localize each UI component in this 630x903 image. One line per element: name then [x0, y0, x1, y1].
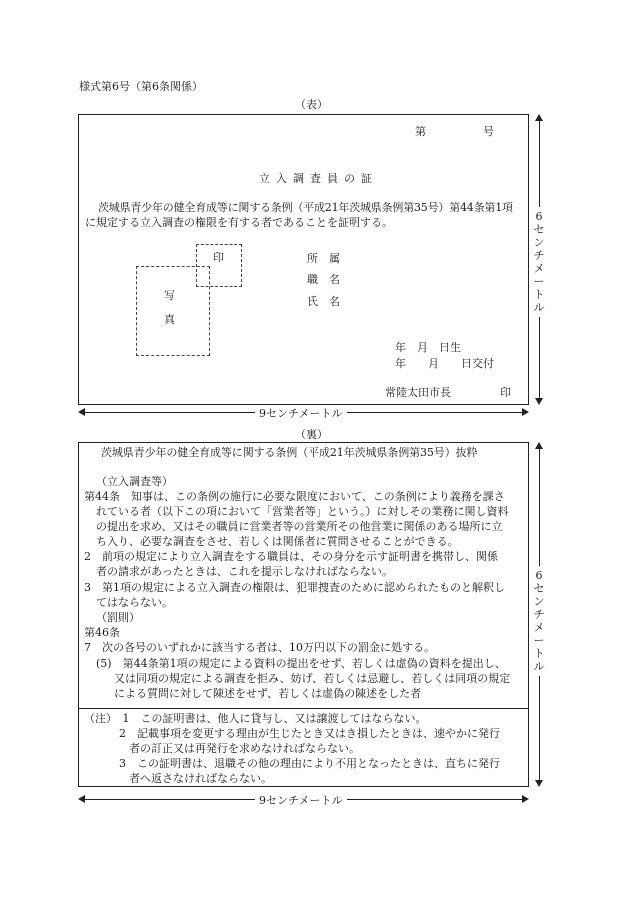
para2-line: 者の請求があったときは、これを提示しなければならない。 — [96, 565, 393, 578]
para3-line: てはならない。 — [96, 596, 173, 609]
section-heading-inspection: （立入調査等） — [96, 475, 173, 488]
art44-line: れている者（以下この項において「営業者等」という。）に対しその業務に関し資料 — [96, 505, 509, 518]
arrow-right-icon — [522, 408, 529, 416]
art44-line: の提出を求め、又はその職員に営業者等の営業所その他営業に関係のある場所に立 — [96, 520, 503, 533]
photo-label-1: 写 — [164, 289, 175, 302]
photo-label-2: 真 — [164, 313, 175, 326]
item5-line: 又は同項の規定による調査を拒み、妨げ、若しくは忌避し、若しくは同項の規定 — [114, 672, 511, 685]
front-card — [78, 114, 529, 405]
issuer-seal: 印 — [500, 386, 511, 399]
field-affiliation: 所 属 — [307, 252, 340, 265]
back-card — [78, 442, 529, 787]
card-body-line2: に規定する立入調査の権限を有する者であることを証明する。 — [85, 216, 393, 229]
arrow-down-icon — [535, 398, 543, 405]
issuer: 常陸太田市長 — [385, 386, 451, 399]
art44-line: ち入り、必要な調査をさせ、若しくは関係者に質問させることができる。 — [96, 535, 459, 548]
note-line: 者の訂正又は再発行を求めなければならない。 — [129, 742, 360, 755]
width-label-back: 9センチメートル — [255, 792, 347, 808]
para2-line: 2 前項の規定により立入調査をする職員は、その身分を示す証明書を携帯し、関係 — [84, 550, 498, 563]
note-line: 者へ返さなければならない。 — [129, 772, 272, 785]
section-heading-penalty: （罰則） — [96, 611, 140, 624]
back-side-label: （裏） — [295, 428, 328, 441]
excerpt-title: 茨城県青少年の健全育成等に関する条例（平成21年茨城県条例第35号）抜粋 — [101, 446, 478, 459]
art46-line: 7 次の各号のいずれかに該当する者は、10万円以下の罰金に処する。 — [84, 641, 435, 654]
width-label-front: 9センチメートル — [255, 405, 347, 421]
card-title: 立入調査員の証 — [259, 172, 378, 185]
arrow-down-icon — [535, 780, 543, 787]
note-line: （注） 1 この証明書は、他人に貸与し、又は譲渡してはならない。 — [84, 712, 427, 725]
height-label-front: 6 セ ン チ メ ー ト ル — [532, 207, 546, 317]
arrow-right-icon — [522, 795, 529, 803]
issue-date: 年 月 日交付 — [395, 357, 494, 370]
art44-line: 第44条 知事は、この条例の施行に必要な限度において、この条例により義務を課さ — [84, 490, 505, 503]
para3-line: 3 第1項の規定による立入調査の権限は、犯罪捜査のために認められたものと解釈し — [84, 581, 505, 594]
item5-line: (5) 第44条第1項の規定による資料の提出をせず、若しくは虚偽の資料を提出し、 — [96, 657, 506, 670]
number-prefix: 第 — [415, 125, 426, 138]
birth-date: 年 月 日生 — [395, 341, 461, 354]
art46-heading: 第46条 — [84, 626, 120, 639]
front-side-label: （表） — [295, 98, 328, 111]
note-divider — [79, 708, 528, 709]
note-line: 2 記載事項を変更する理由が生じたとき又はき損したときは、速やかに発行 — [119, 727, 500, 740]
height-label-back: 6 セ ン チ メ ー ト ル — [532, 566, 546, 676]
photo-box — [136, 266, 210, 356]
seal-label: 印 — [213, 251, 224, 264]
field-name: 氏 名 — [307, 295, 340, 308]
card-body-line1: 茨城県青少年の健全育成等に関する条例（平成21年茨城県条例第35号）第44条第1項 — [98, 201, 513, 214]
field-title: 職 名 — [307, 273, 340, 286]
note-line: 3 この証明書は、退職その他の理由により不用となったときは、直ちに発行 — [119, 757, 500, 770]
number-suffix: 号 — [483, 125, 494, 138]
form-header: 様式第6号（第6条関係） — [79, 80, 203, 93]
item5-line: による質問に対して陳述をせず、若しくは虚偽の陳述をした者 — [114, 687, 422, 700]
